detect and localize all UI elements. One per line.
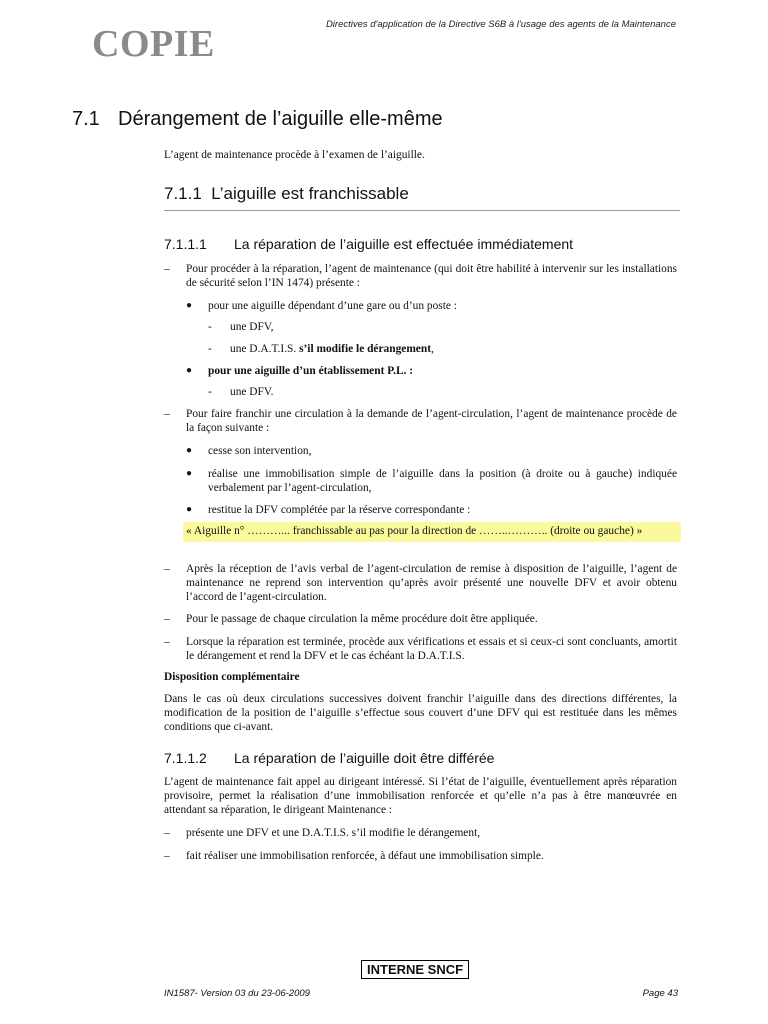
interne-sncf-badge: INTERNE SNCF [361, 960, 469, 979]
bullet-item [186, 444, 677, 458]
bullet-marker: ● [186, 445, 193, 456]
dash-marker: – [164, 563, 170, 575]
bullet-item [186, 364, 677, 378]
dash-marker: – [164, 850, 170, 862]
bullet-marker: ● [186, 468, 193, 479]
sub-marker: - [208, 343, 212, 355]
bullet-marker: ● [186, 365, 193, 376]
subsubsection-title: La réparation de l’aiguille doit être différée [234, 750, 495, 766]
list-item-text: Pour procéder à la réparation, l’agent de maintenance (qui doit être habilité à intervenir sur les installations de sécurité selon l’IN 1474) présente : [186, 263, 677, 289]
list-item-text: Pour faire franchir une circulation à la demande de l’agent-circulation, l’agent de maintenance procède de la façon suivante : [186, 408, 677, 434]
bullet-item-text: pour une aiguille d’un établissement P.L. : [208, 365, 414, 377]
bullet-item [186, 503, 677, 517]
disposition-text: Dans le cas où deux circulations successives doivent franchir l’aiguille dans des directions différentes, la modification de la position de l’aiguille s’effectue sous couvert d’une DFV qui est restituée dans les mêmes conditions que ci-avant. [164, 693, 677, 733]
bullet-item [186, 467, 677, 495]
sub-item [208, 385, 273, 399]
list-item [164, 612, 677, 626]
subsection-number: 7.1.1 [164, 184, 202, 203]
subsection-title: L’aiguille est franchissable [211, 184, 409, 203]
list-item-text: Après la réception de l’avis verbal de l’agent-circulation de remise à disposition de l’aiguille, l’agent de maintenance ne reprend son intervention qu’après avoir présenté une nouvelle DFV et avoir obtenu l’accord de l’agent-circulation. [186, 563, 677, 603]
sub-marker: - [208, 386, 212, 398]
list-item [164, 635, 677, 663]
footer-version: IN1587- Version 03 du 23-06-2009 [164, 988, 310, 999]
subsubsection-number: 7.1.1.1 [164, 236, 207, 252]
sub-item [208, 342, 434, 356]
bullet-marker: ● [186, 504, 193, 515]
subsubsection-heading-1 [164, 236, 573, 252]
sub-item [208, 320, 273, 334]
sub-item-text: une DFV. [230, 386, 274, 398]
copie-stamp: COPIE [92, 23, 215, 65]
section-heading [72, 108, 443, 131]
dash-marker: – [164, 613, 170, 625]
bullet-marker: ● [186, 300, 193, 311]
section-intro: L’agent de maintenance procède à l’examen de l’aiguille. [164, 149, 425, 161]
footer-page-number: Page 43 [642, 988, 678, 999]
list-item [164, 262, 677, 290]
section-title: Dérangement de l’aiguille elle-même [118, 108, 443, 130]
list-item [164, 826, 677, 840]
bullet-item-text: réalise une immobilisation simple de l’aiguille dans la position (à droite ou à gauche) indiquée verbalement par l’agent-circulation, [208, 468, 677, 494]
disposition-title: Disposition complémentaire [164, 671, 300, 683]
sub-item-text: une D.A.T.I.S. s’il modifie le dérangement, [230, 343, 434, 355]
dash-marker: – [164, 263, 170, 275]
subsubsection-heading-2 [164, 750, 494, 766]
bullet-item [186, 299, 677, 313]
reserve-highlight: « Aiguille n° ………... franchissable au pas pour la direction de ……..……….. (droite ou gauche) » [183, 522, 681, 542]
sub-item-text: une DFV, [230, 321, 274, 333]
subsubsection-title: La réparation de l’aiguille est effectuée immédiatement [234, 236, 574, 252]
subsection-heading [164, 184, 680, 211]
list-item-text: Pour le passage de chaque circulation la même procédure doit être appliquée. [186, 613, 538, 625]
dash-marker: – [164, 408, 170, 420]
list-item-text: fait réaliser une immobilisation renforcée, à défaut une immobilisation simple. [186, 850, 544, 862]
s2-paragraph: L’agent de maintenance fait appel au dirigeant intéressé. Si l’état de l’aiguille, éventuellement après réparation provisoire, permet la réalisation d’une immobilisation renforcée et qu’elle n’a pas à être manœuvrée en attendant sa réparation, le dirigeant Maintenance : [164, 776, 677, 816]
subsubsection-number: 7.1.1.2 [164, 750, 207, 766]
list-item [164, 562, 677, 604]
running-header: Directives d'application de la Directive S6B à l'usage des agents de la Maintenance [325, 19, 676, 30]
dash-marker: – [164, 827, 170, 839]
list-item-text: Lorsque la réparation est terminée, procède aux vérifications et essais et si ceux-ci sont concluants, amortit le dérangement et rend la DFV et le cas échéant la D.A.T.I.S. [186, 636, 677, 662]
section-number: 7.1 [72, 108, 100, 130]
bullet-item-text: restitue la DFV complétée par la réserve correspondante : [208, 504, 471, 516]
list-item-text: présente une DFV et une D.A.T.I.S. s’il modifie le dérangement, [186, 827, 481, 839]
list-item [164, 849, 677, 863]
bullet-item-text: cesse son intervention, [208, 445, 312, 457]
dash-marker: – [164, 636, 170, 648]
sub-marker: - [208, 321, 212, 333]
bullet-item-text: pour une aiguille dépendant d’une gare ou d’un poste : [208, 300, 457, 312]
list-item [164, 407, 677, 435]
